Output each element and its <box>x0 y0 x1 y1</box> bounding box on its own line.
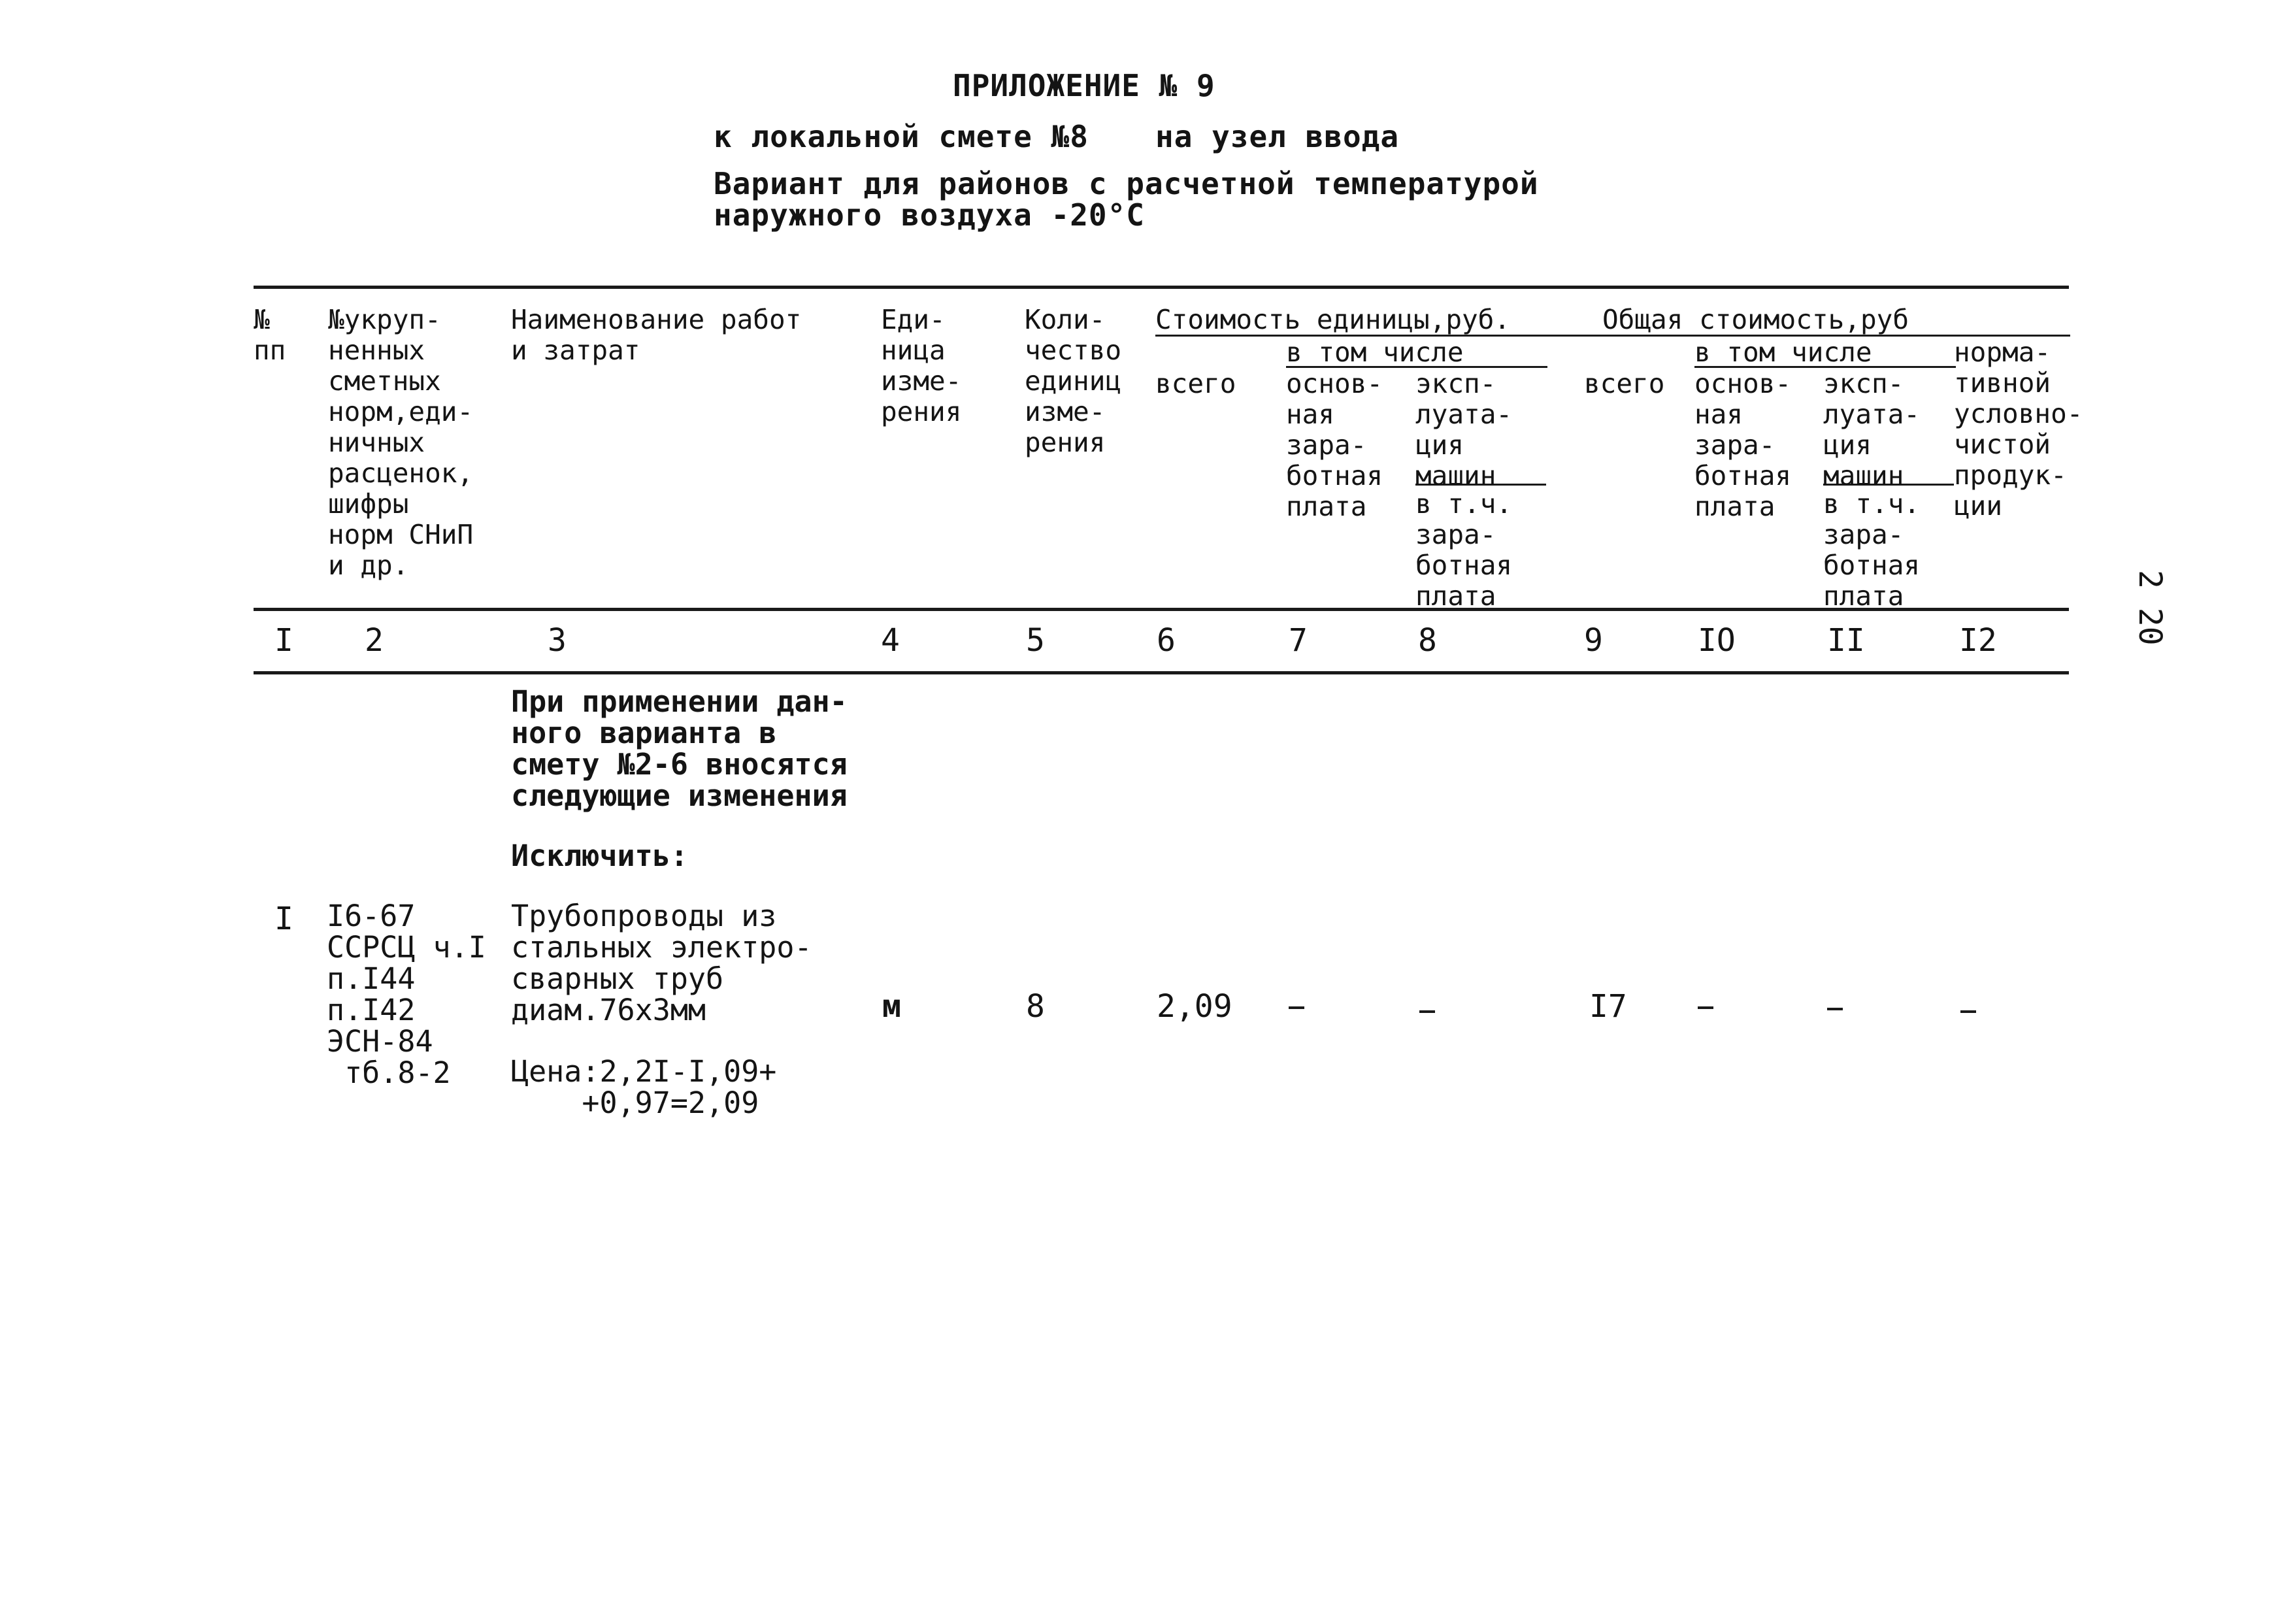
col-header-8-bottom: в т.ч. зара- ботная плата <box>1415 488 1513 612</box>
row-number: I <box>274 901 293 937</box>
numbers-bottom-rule <box>254 671 2069 674</box>
col-header-3: Наименование работ и затрат <box>511 304 802 366</box>
table-top-rule <box>254 286 2069 289</box>
col-header-11-bottom: в т.ч. зара- ботная плата <box>1823 488 1921 612</box>
object-name: на узел ввода <box>1155 119 1400 154</box>
col-number: 9 <box>1584 622 1603 659</box>
col-number: 8 <box>1418 622 1437 659</box>
empty-dash <box>1419 1010 1435 1013</box>
variant-line-1: Вариант для районов с расчетной температурой <box>714 166 1539 201</box>
header-bottom-rule <box>254 608 2069 611</box>
col-number: I2 <box>1959 622 1997 659</box>
col-number: IO <box>1698 622 1736 659</box>
appendix-title: ПРИЛОЖЕНИЕ № 9 <box>953 68 1215 103</box>
col-number: 4 <box>881 622 900 659</box>
empty-dash <box>1960 1010 1976 1013</box>
estimate-reference: к локальной смете №8 <box>714 119 1089 154</box>
col-header-11-top: эксп- луата- ция машин <box>1823 368 1921 491</box>
col-header-5: Коли- чество единиц изме- рения <box>1025 304 1122 458</box>
row-total: I7 <box>1589 988 1627 1025</box>
row-price-formula: Цена:2,2I-I,09+ +0,97=2,09 <box>511 1054 777 1120</box>
col-header-4: Еди- ница изме- рения <box>881 304 962 427</box>
row-norm-code: I6-67 ССРСЦ ч.I п.I44 п.I42 ЭСН-84 тб.8-2 <box>327 899 486 1090</box>
empty-dash <box>1827 1008 1843 1010</box>
col-number: 5 <box>1026 622 1045 659</box>
col-header-8-top: эксп- луата- ция машин <box>1415 368 1513 491</box>
col-number: 3 <box>548 622 567 659</box>
empty-dash <box>1289 1006 1304 1009</box>
col-number: I <box>274 622 293 659</box>
page-number: 2 20 <box>2132 570 2168 646</box>
intro-note: При применении дан- ного варианта в смету №2-6 вносятся следующие изменения <box>511 684 848 813</box>
col-header-1: № пп <box>254 304 286 366</box>
col-number: 7 <box>1289 622 1308 659</box>
col-header-9: всего <box>1584 368 1665 399</box>
col-header-7: основ- ная зара- ботная плата <box>1286 368 1383 522</box>
col-number: 2 <box>365 622 384 659</box>
row-unit: м <box>882 988 901 1025</box>
incl-total-label: в том числе <box>1694 337 1872 368</box>
col-header-12: норма- тивной условно- чистой продук- ции <box>1954 337 2083 522</box>
exclude-label: Исключить: <box>511 838 688 873</box>
col-number: II <box>1827 622 1865 659</box>
row-description: Трубопроводы из стальных электро- сварных труб диам.76х3мм <box>511 899 812 1027</box>
row-quantity: 8 <box>1026 988 1045 1025</box>
incl-unit-label: в том числе <box>1286 337 1464 368</box>
unit-cost-group: Стоимость единицы,руб. <box>1155 304 1511 335</box>
col-number: 6 <box>1157 622 1176 659</box>
variant-line-2: наружного воздуха -20°С <box>714 197 1145 233</box>
col-header-6: всего <box>1155 368 1236 399</box>
col-header-2: №укруп- ненных сметных норм,еди- ничных расценок, шифры норм СНиП и др. <box>328 304 474 581</box>
row-unit-total: 2,09 <box>1157 988 1232 1025</box>
col-header-10: основ- ная зара- ботная плата <box>1694 368 1792 522</box>
empty-dash <box>1698 1006 1713 1009</box>
total-cost-group: Общая стоимость,руб <box>1602 304 1909 335</box>
